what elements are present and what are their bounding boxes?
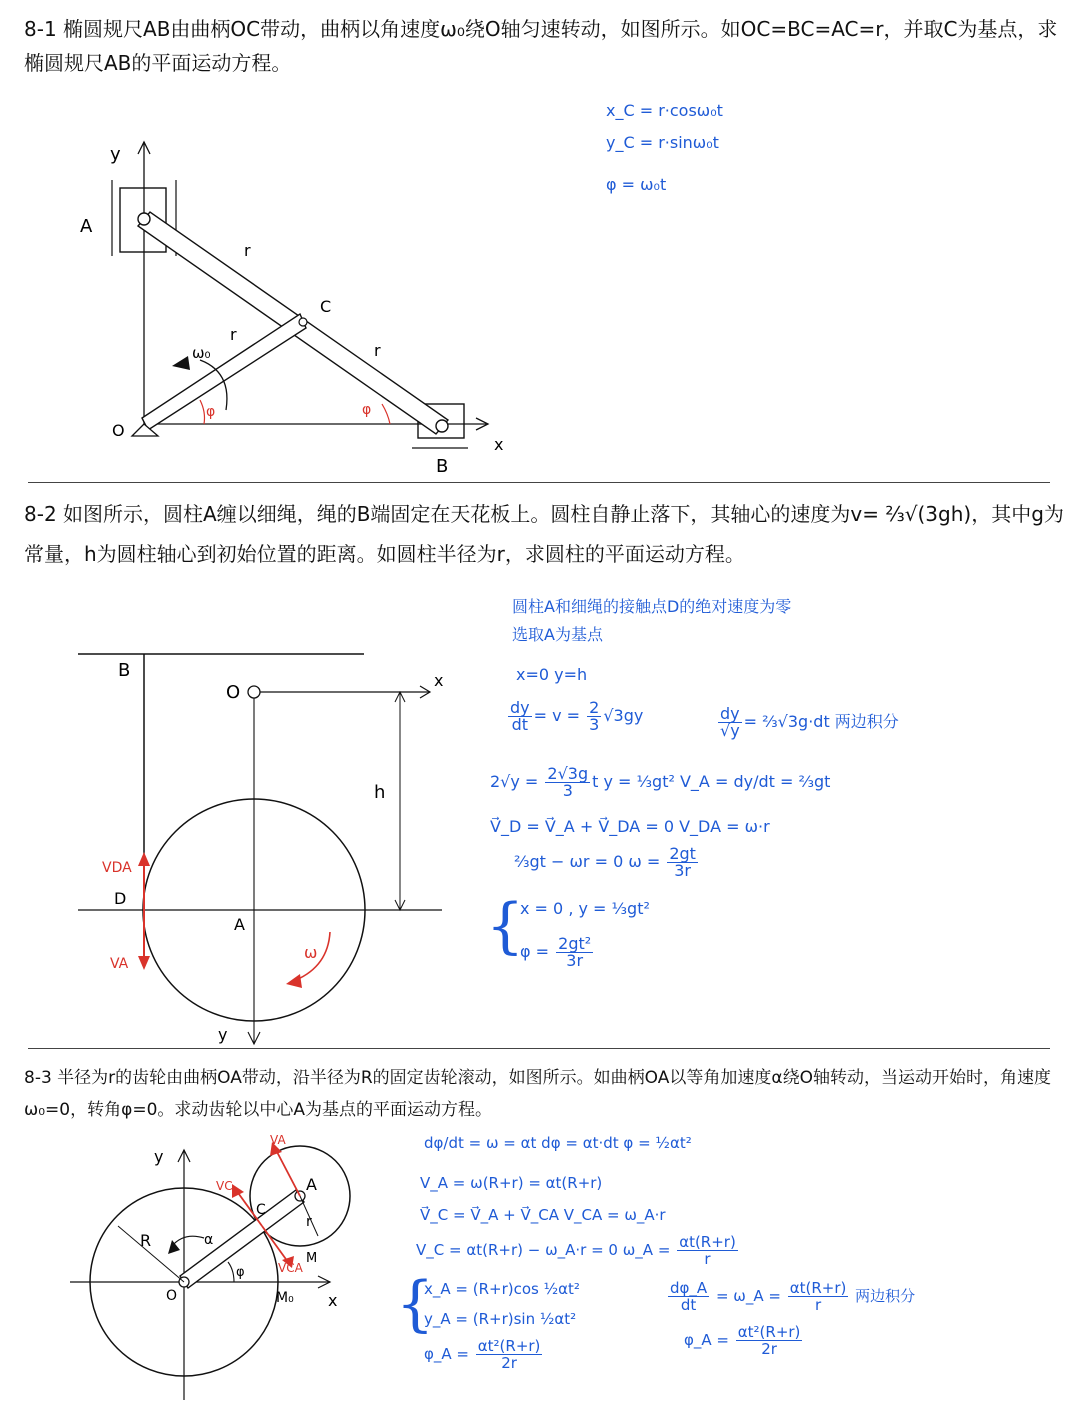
p3-brace: {	[396, 1269, 435, 1339]
p3-label-O: O	[166, 1288, 178, 1304]
p2-note-5: $\frac{dy}{√y}$ = ⅔√3g·dt 两边积分	[720, 704, 899, 740]
p2-note-2: 选取A为基点	[512, 625, 603, 644]
p2-brace: {	[486, 891, 525, 961]
p2-note-10: φ = $\frac{\text{2gt²}}{3r}$	[520, 934, 592, 970]
problem-8-3-statement: 8-3 半径为r的齿轮由曲柄OA带动，沿半径为R的固定齿轮滚动，如图所示。如曲柄OA以等角加速度α绕O轴转动，当运动开始时，角速度ω₀=0，转角φ=0。求动齿轮以中心A为基点的平面运动方程。	[24, 1068, 1051, 1120]
p2-label-h: h	[374, 782, 386, 803]
p2-note-6: 2√y = $\frac{2√3g}{3}$ t y = ⅓gt² V_A = dy/dt = ⅔gt	[490, 764, 831, 800]
p3-label-A: A	[306, 1175, 317, 1194]
p3-note-2: V_A = ω(R+r) = αt(R+r)	[420, 1174, 603, 1192]
p2-label-D: D	[114, 889, 127, 908]
p3-note-7: φ_A = $\frac{\text{αt²(R+r)}}{2r}$	[424, 1337, 541, 1372]
p3-label-R: R	[140, 1231, 152, 1250]
p2-label-B: B	[118, 660, 131, 681]
p2-note-4-frac-l: $\frac{dy}{dt}$	[510, 698, 530, 734]
p1-solution-phi: φ = ω₀t	[606, 175, 667, 194]
p2-label-VDA: VDA	[102, 860, 132, 876]
p1-solution-xc: x_C = r·cosω₀t	[606, 101, 723, 120]
p1-label-B: B	[436, 456, 449, 477]
p3-note-9: φ_A = $\frac{\text{αt²(R+r)}}{2r}$	[684, 1323, 801, 1358]
p3-note-8: $\frac{d\varphi\_A}{dt}$ = ω_A = $\frac{\alpha t(R+r)}{r}$ 两边积分	[670, 1279, 916, 1314]
p2-label-VA: VA	[110, 956, 129, 972]
p3-note-5: x_A = (R+r)cos ½αt²	[424, 1280, 580, 1298]
p3-label-phi: φ	[236, 1265, 245, 1280]
p3-label-VC: VC	[216, 1179, 233, 1193]
p3-note-1: dφ/dt = ω = αt dφ = αt·dt φ = ½αt²	[424, 1134, 692, 1152]
p2-note-4: $\frac{dy}{dt}$ = v = $\frac{2}{3}$ √3gy	[510, 698, 644, 734]
p1-label-r3: r	[230, 325, 237, 344]
p1-label-y: y	[110, 144, 121, 165]
p1-label-omega: ω₀	[192, 344, 211, 362]
p2-label-y: y	[218, 1025, 228, 1044]
problem-8-2-statement: 8-2 如图所示，圆柱A缠以细绳，绳的B端固定在天花板上。圆柱自静止落下，其轴心的速度为v= ⅔√(3gh)，其中g为常量，h为圆柱轴心到初始位置的距离。如圆柱半径为r，求圆柱的平面运动方程。	[24, 502, 1064, 566]
p3-label-M0: M₀	[276, 1290, 294, 1306]
p3-label-M: M	[306, 1251, 318, 1266]
p1-solution-yc: y_C = r·sinω₀t	[606, 133, 719, 152]
p3-label-VA: VA	[270, 1133, 286, 1147]
p1-label-phi1: φ	[206, 404, 216, 420]
p2-note-9: x = 0 , y = ⅓gt²	[520, 899, 650, 918]
problem-8-1-statement: 8-1 椭圆规尺AB由曲柄OC带动，曲柄以角速度ω₀绕O轴匀速转动，如图所示。如OC=BC=AC=r，并取C为基点，求椭圆规尺AB的平面运动方程。	[24, 17, 1058, 75]
p3-label-alpha: α	[204, 1232, 214, 1248]
p2-label-omega: ω	[304, 943, 318, 962]
p2-note-3: x=0 y=h	[516, 665, 588, 684]
p1-label-A: A	[80, 216, 93, 237]
p1-label-r2: r	[374, 341, 381, 360]
p2-note-7: V⃗_D = V⃗_A + V⃗_DA = 0 V_DA = ω·r	[490, 817, 770, 836]
p3-note-3: V⃗_C = V⃗_A + V⃗_CA V_CA = ω_A·r	[420, 1206, 666, 1224]
p3-label-y: y	[154, 1147, 164, 1166]
p3-note-4: V_C = αt(R+r) − ω_A·r = 0 ω_A = $\frac{\alpha t(R+r)}{r}$	[416, 1233, 736, 1268]
p2-label-O: O	[226, 682, 241, 703]
p1-label-phi2: φ	[362, 402, 372, 418]
p3-label-x: x	[328, 1291, 338, 1310]
p2-label-A: A	[234, 915, 245, 934]
p3-label-VCA: VCA	[278, 1261, 303, 1275]
p3-note-6: y_A = (R+r)sin ½αt²	[424, 1310, 577, 1328]
p1-label-C: C	[320, 297, 332, 316]
p1-label-x: x	[494, 435, 504, 454]
p3-label-r: r	[306, 1214, 312, 1230]
p1-label-O: O	[112, 421, 125, 440]
p2-note-8: ⅔gt − ωr = 0 ω = $\frac{2gt}{3r}$	[514, 844, 696, 880]
p2-label-x: x	[434, 671, 444, 690]
p2-note-1: 圆柱A和细绳的接触点D的绝对速度为零	[512, 597, 792, 616]
p3-label-C: C	[256, 1202, 266, 1218]
p1-label-r1: r	[244, 241, 251, 260]
